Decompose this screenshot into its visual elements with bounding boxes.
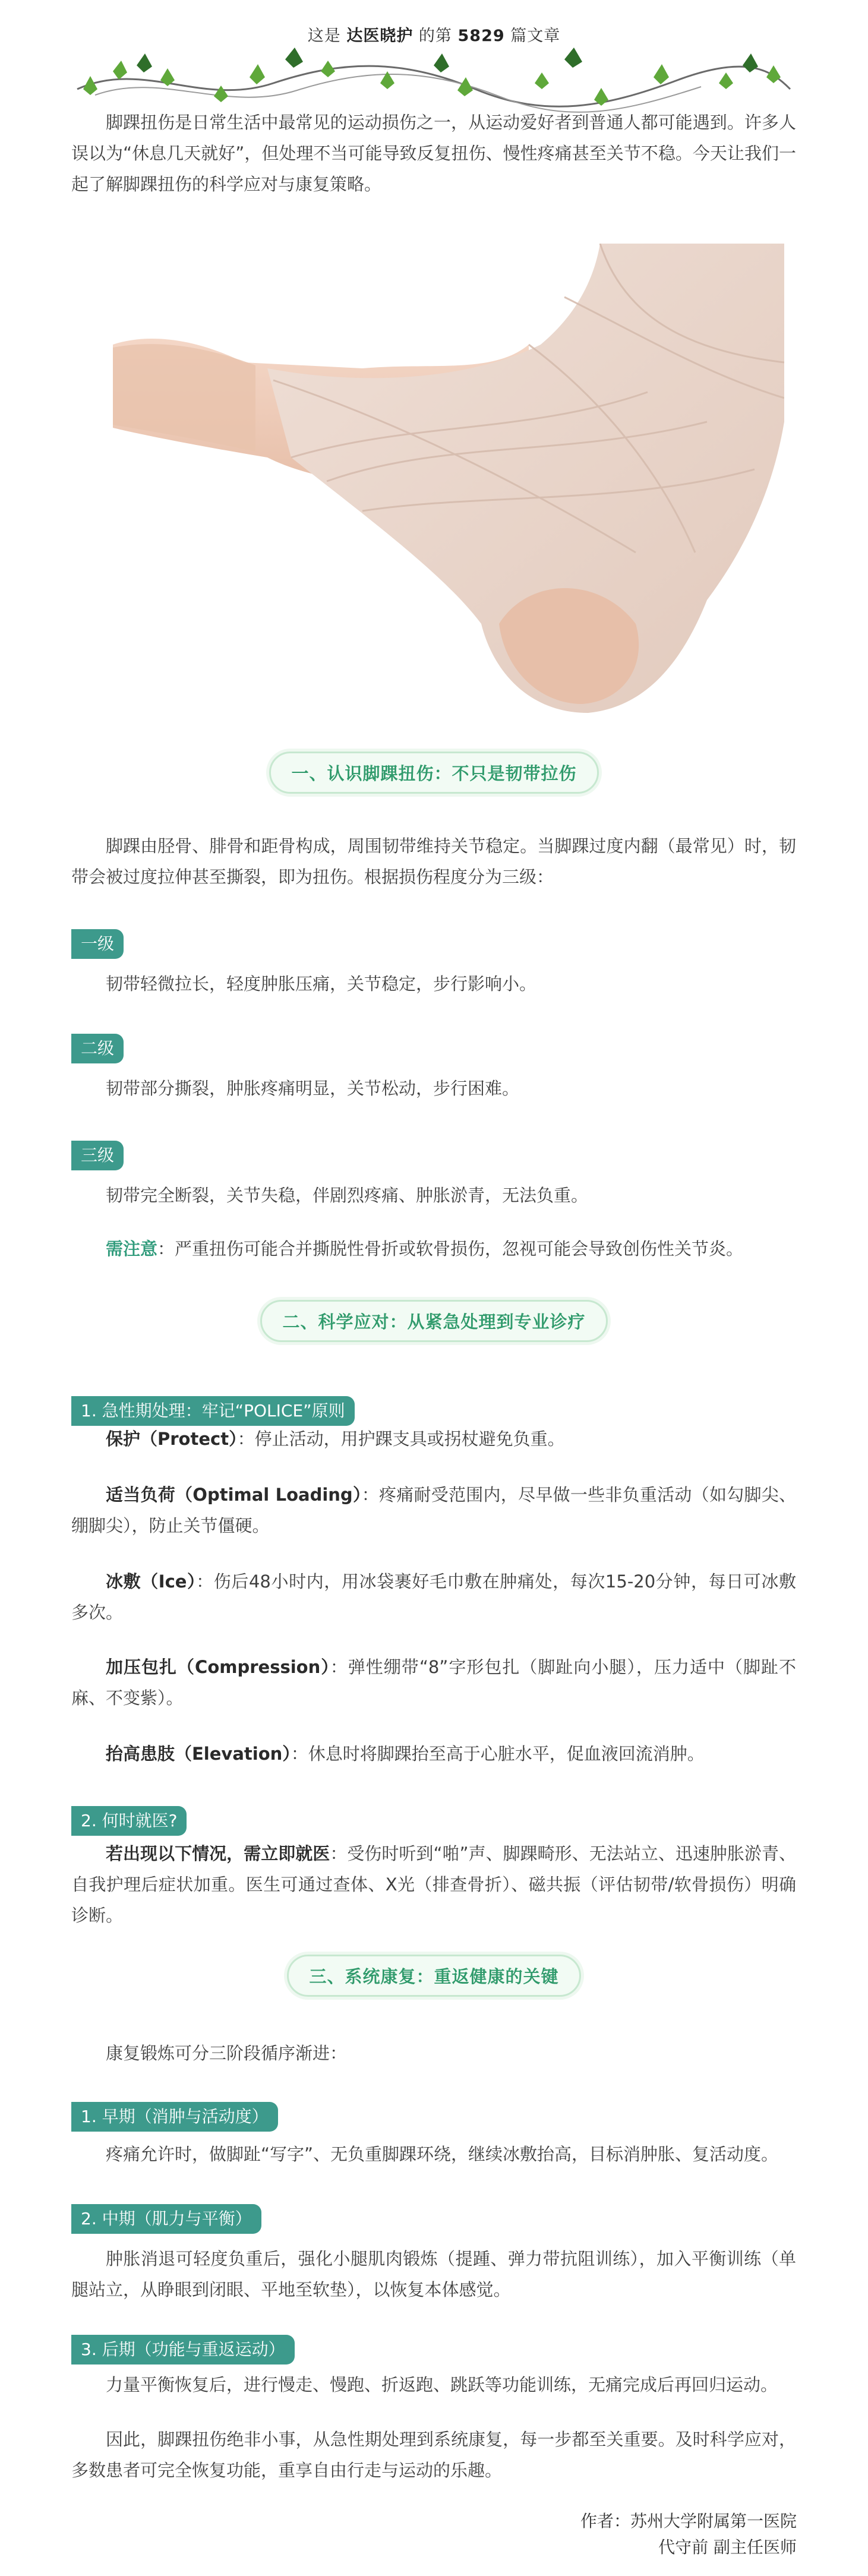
stage-late-tag: 3. 后期（功能与重返运动） xyxy=(71,2335,295,2365)
grade-2-text: 韧带部分撕裂，肿胀疼痛明显，关节松动，步行困难。 xyxy=(106,1078,520,1098)
caution-note xyxy=(71,1233,796,1264)
section-3-title: 三、系统康复：重返健康的关键 xyxy=(287,1955,580,1997)
section-3-intro: 康复锻炼可分三阶段循序渐进： xyxy=(106,2043,348,2063)
grade-3-text: 韧带完全断裂，关节失稳，伴剧烈疼痛、肿胀淤青，无法负重。 xyxy=(106,1185,589,1205)
article-counter: 这是 达医晓护 的第 5829 篇文章 xyxy=(307,27,561,45)
stage-middle-tag: 2. 中期（肌力与平衡） xyxy=(71,2204,261,2234)
stage-early-tag: 1. 早期（消肿与活动度） xyxy=(71,2102,278,2132)
section-2-header xyxy=(0,1300,868,1342)
stage-late-text: 力量平衡恢复后，进行慢走、慢跑、折返跑、跳跃等功能训练，无痛完成后再回归运动。 xyxy=(106,2375,778,2395)
section-1-intro: 脚踝由胫骨、腓骨和距骨构成，周围韧带维持关节稳定。当脚踝过度内翻（最常见）时，韧带会被过度拉伸甚至撕裂，即为扭伤。根据损伤程度分为三级： xyxy=(71,836,796,887)
bandaged-ankle-photo xyxy=(113,244,784,713)
author-credit xyxy=(580,2508,797,2561)
vine-divider-icon xyxy=(71,48,796,113)
caution-text: ：严重扭伤可能合并撕脱性骨折或软骨损伤，忽视可能会导致创伤性关节炎。 xyxy=(157,1239,744,1259)
when-to-see-doctor-text: 若出现以下情况，需立即就医：受伤时听到“啪”声、脚踝畸形、无法站立、迅速肿胀淤青、自我护理后症状加重。医生可通过查体、X光（排查骨折）、磁共振（评估韧带/软骨损伤）明确诊断。 xyxy=(71,1843,796,1925)
conclusion-paragraph: 因此，脚踝扭伤绝非小事，从急性期处理到系统康复，每一步都至关重要。及时科学应对，多数患者可完全恢复功能，重享自由行走与运动的乐趣。 xyxy=(71,2429,796,2480)
grade-3-tag: 三级 xyxy=(71,1141,124,1170)
section-1-header xyxy=(0,752,868,794)
intro-paragraph: 脚踝扭伤是日常生活中最常见的运动损伤之一，从运动爱好者到普通人都可能遇到。许多人误以为“休息几天就好”，但处理不当可能导致反复扭伤、慢性疼痛甚至关节不稳。今天让我们一起了解脚踝扭伤的科学应对与康复策略。 xyxy=(71,112,796,194)
section-3-header xyxy=(0,1955,868,1997)
author-affiliation: 作者：苏州大学附属第一医院 xyxy=(580,2511,797,2531)
section-1-title: 一、认识脚踝扭伤：不只是韧带拉伤 xyxy=(269,752,598,794)
stage-middle-text: 肿胀消退可轻度负重后，强化小腿肌肉锻炼（提踵、弹力带抗阻训练），加入平衡训练（单腿站立，从睁眼到闭眼、平地至软垫），以恢复本体感觉。 xyxy=(71,2249,796,2300)
police-elevation: 抬高患肢（Elevation）：休息时将脚踝抬至高于心脏水平，促血液回流消肿。 xyxy=(106,1744,705,1764)
police-tag: 1. 急性期处理：牢记“POLICE”原则 xyxy=(71,1396,355,1426)
author-name: 代守前 副主任医师 xyxy=(658,2537,797,2557)
grade-2-tag: 二级 xyxy=(71,1034,124,1063)
stage-early-text: 疼痛允许时，做脚趾“写字”、无负重脚踝环绕，继续冰敷抬高，目标消肿胀、复活动度。 xyxy=(106,2144,779,2164)
section-2-title: 二、科学应对：从紧急处理到专业诊疗 xyxy=(260,1300,607,1342)
when-to-see-doctor-tag: 2. 何时就医? xyxy=(71,1806,187,1836)
police-optimal-loading: 适当负荷（Optimal Loading）：疼痛耐受范围内，尽早做一些非负重活动（如勾脚尖、绷脚尖），防止关节僵硬。 xyxy=(71,1485,796,1536)
police-ice: 冰敷（Ice）：伤后48小时内，用冰袋裹好毛巾敷在肿痛处，每次15-20分钟，每日可冰敷多次。 xyxy=(71,1571,797,1622)
caution-label: 需注意 xyxy=(106,1239,158,1259)
police-protect: 保护（Protect）：停止活动，用护踝支具或拐杖避免负重。 xyxy=(106,1429,565,1449)
police-compression: 加压包扎（Compression）：弹性绷带“8”字形包扎（脚趾向小腿），压力适中（脚趾不麻、不变紫）。 xyxy=(71,1657,797,1708)
grade-1-tag: 一级 xyxy=(71,929,124,959)
grade-1-text: 韧带轻微拉长，轻度肿胀压痛，关节稳定，步行影响小。 xyxy=(106,974,537,994)
